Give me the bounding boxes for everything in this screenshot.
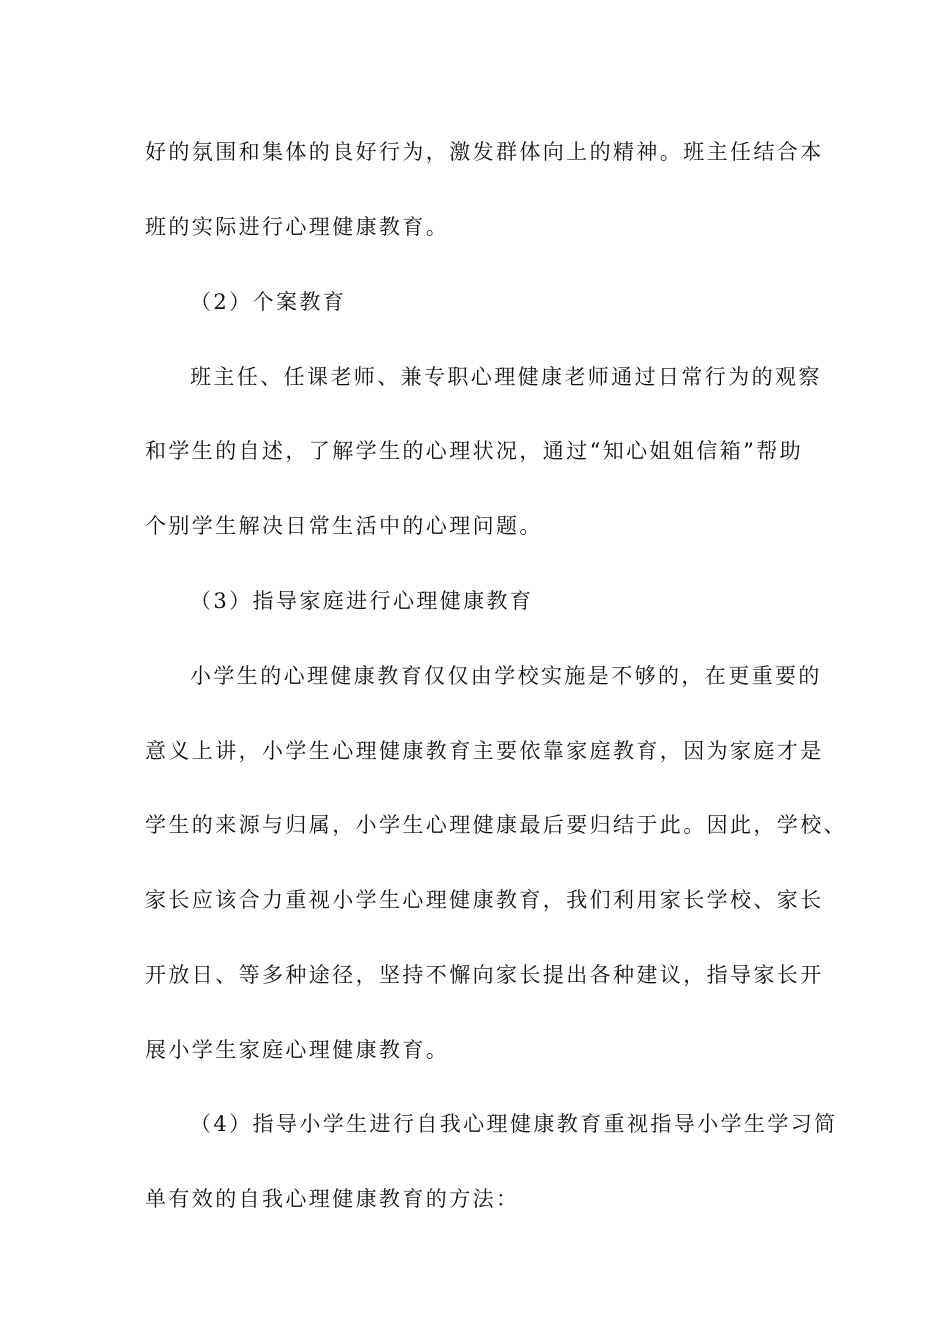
body-text-line: 班的实际进行心理健康教育。	[145, 215, 450, 239]
body-text-line: 意义上讲，小学生心理健康教育主要依靠家庭教育，因为家庭才是	[145, 739, 824, 763]
body-text-line: 个别学生解决日常生活中的心理问题。	[145, 514, 543, 538]
body-text-line: 开放日、等多种途径，坚持不懈向家长提出各种建议，指导家长开	[145, 963, 824, 987]
body-text-line: 和学生的自述，了解学生的心理状况，通过“知心姐姐信箱”帮助	[145, 439, 804, 463]
paragraph-first-line: 小学生的心理健康教育仅仅由学校实施是不够的，在更重要的	[190, 664, 822, 688]
body-text-line: 展小学生家庭心理健康教育。	[145, 1038, 450, 1062]
body-text-line: 好的氛围和集体的良好行为，激发群体向上的精神。班主任结合本	[145, 140, 824, 164]
section-heading: （4）指导小学生进行自我心理健康教育重视指导小学生学习简	[190, 1112, 838, 1136]
body-text-line: 学生的来源与归属，小学生心理健康最后要归结于此。因此，学校、	[145, 813, 847, 837]
body-text-line: 家长应该合力重视小学生心理健康教育，我们利用家长学校、家长	[145, 888, 824, 912]
section-heading: （3）指导家庭进行心理健康教育	[190, 589, 534, 613]
section-heading: （2）个案教育	[190, 290, 347, 314]
paragraph-first-line: 班主任、任课老师、兼专职心理健康老师通过日常行为的观察	[190, 365, 822, 389]
body-text-line: 单有效的自我心理健康教育的方法：	[145, 1187, 520, 1211]
